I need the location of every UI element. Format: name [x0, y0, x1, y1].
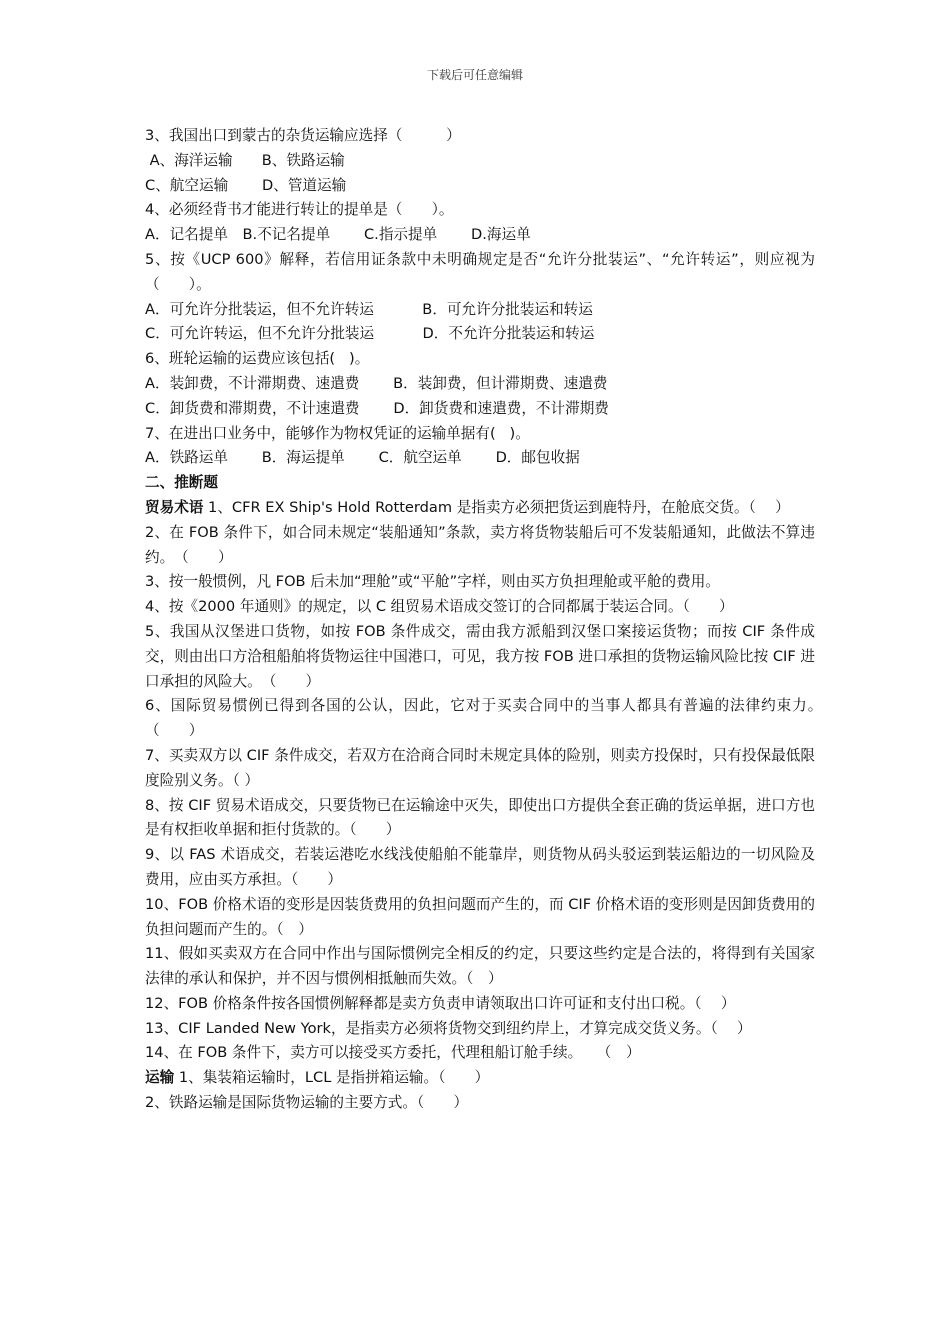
text-line — [145, 322, 815, 347]
text-line — [145, 1091, 815, 1116]
text-line — [145, 496, 815, 521]
text-line — [145, 992, 815, 1017]
line-text: 2、在 FOB 条件下，如合同未规定“装船通知”条款，卖方将货物装船后可不发装船通知，此做法不算违约。 （ ） — [145, 523, 815, 566]
page-header: 下载后可任意编辑 — [426, 68, 523, 82]
line-text: 14、在 FOB 条件下，卖方可以接受买方委托，代理租船订舱手续。 （ ） — [145, 1044, 641, 1062]
text-line — [145, 298, 815, 323]
text-line — [145, 694, 830, 744]
line-text: 11、假如买卖双方在合同中作出与国际惯例完全相反的约定，只要这些约定是合法的，将得到有关国家法律的承认和保护，并不因与惯例相抵触而失效。（ ） — [145, 945, 815, 988]
text-line — [145, 744, 815, 794]
line-text: 4、必须经背书才能进行转让的提单是（ ）。 — [145, 201, 454, 219]
text-line — [145, 843, 815, 893]
line-text: 9、以 FAS 术语成交，若装运港吃水线浅使船舶不能靠岸，则货物从码头驳运到装运船边的一切风险及费用，应由买方承担。（ ） — [145, 846, 815, 888]
text-line — [145, 149, 815, 174]
text-line — [145, 893, 815, 943]
line-text: 2、铁路运输是国际货物运输的主要方式。（ ） — [145, 1094, 469, 1112]
line-text: 7、在进出口业务中，能够作为物权凭证的运输单据有( )。 — [145, 424, 530, 442]
line-text: A．铁路运单 B．海运提单 C．航空运单 D．邮包收据 — [145, 449, 580, 467]
section-label: 贸易术语 — [145, 498, 204, 516]
line-text: 5、我国从汉堡进口货物，如按 FOB 条件成交，需由我方派船到汉堡口案接运货物；而按 CIF 条件成交，则由出口方洽租船舶将货物运往中国港口，可见，我方按 FOB 进口承担的货物运输风险比按 CIF 进口承担的风险大。 （ ） — [145, 622, 815, 690]
text-line — [145, 124, 815, 149]
line-text: 6、国际贸易惯例已得到各国的公认，因此，它对于买卖合同中的当事人都具有普遍的法律约束力。 （ ） — [145, 697, 830, 740]
line-text: 12、FOB 价格条件按各国惯例解释都是卖方负责申请领取出口许可证和支付出口税。（ ） — [145, 994, 736, 1012]
text-line — [145, 223, 815, 248]
line-text: 8、按 CIF 贸易术语成交，只要货物已在运输途中灭失，即使出口方提供全套正确的货运单据，进口方也是有权拒收单据和拒付货款的。（ ） — [145, 796, 815, 839]
text-line — [145, 1041, 815, 1066]
line-text: 3、我国出口到蒙古的杂货运输应选择（ ） — [145, 127, 461, 144]
line-text: A．记名提单 B.不记名提单 C.指示提单 D.海运单 — [145, 226, 531, 244]
text-line — [145, 620, 815, 694]
text-line — [145, 347, 815, 372]
line-text: C．可允许转运，但不允许分批装运 D．不允许分批装运和转运 — [145, 325, 595, 343]
line-text: 1、CFR EX Ship's Hold Rotterdam 是指卖方必须把货运到鹿特丹，在舱底交货。（ ） — [203, 498, 790, 516]
text-line — [145, 422, 815, 447]
document-body — [145, 124, 830, 1116]
text-line — [145, 372, 815, 397]
line-text: A．装卸费，不计滞期费、速遣费 B．装卸费，但计滞期费、速遣费 — [145, 374, 608, 392]
line-text: 10、FOB 价格术语的变形是因装货费用的负担问题而产生的，而 CIF 价格术语的变形则是因卸货费用的负担问题而产生的。（ ） — [145, 895, 815, 938]
line-text: 4、按《2000 年通则》的规定，以 C 组贸易术语成交签订的合同都属于装运合同。（ ） — [145, 598, 734, 616]
text-line — [145, 446, 815, 471]
text-line — [145, 942, 815, 992]
line-text: C．卸货费和滞期费，不计速遣费 D．卸货费和速遣费，不计滞期费 — [145, 399, 609, 417]
line-text: 1、集装箱运输时，LCL 是指拼箱运输。（ ） — [174, 1069, 490, 1087]
text-line — [145, 570, 815, 595]
text-line — [145, 595, 815, 620]
line-text: 3、按一般惯例，凡 FOB 后未加“理舱”或“平舱”字样，则由买方负担理舱或平舱的费用。 — [145, 573, 720, 591]
text-line — [145, 174, 815, 199]
text-line — [145, 1066, 815, 1091]
line-text: C、航空运输 D、管道运输 — [145, 176, 347, 194]
line-text: 6、班轮运输的运费应该包括( )。 — [145, 350, 370, 368]
line-text: A．可允许分批装运，但不允许转运 B．可允许分批装运和转运 — [145, 300, 593, 318]
line-text: A、海洋运输 B、铁路运输 — [145, 151, 345, 169]
text-line — [145, 521, 815, 571]
line-text: 7、买卖双方以 CIF 条件成交，若双方在洽商合同时未规定具体的险别，则卖方投保时，只有投保最低限度险别义务。（ ） — [145, 746, 815, 789]
text-line — [145, 1017, 815, 1042]
text-line — [145, 198, 815, 223]
text-line — [145, 794, 815, 844]
line-text: 5、按《UCP 600》解释，若信用证条款中未明确规定是否“允许分批装运”、“允许转运”，则应视为（ ）。 — [145, 250, 815, 293]
text-line — [145, 471, 815, 496]
text-line — [145, 248, 815, 298]
text-line — [145, 397, 815, 422]
section-label: 运输 — [145, 1069, 175, 1087]
line-text: 二、推断题 — [145, 474, 218, 492]
line-text: 13、CIF Landed New York，是指卖方必须将货物交到纽约岸上，才算完成交货义务。（ ） — [145, 1019, 752, 1037]
